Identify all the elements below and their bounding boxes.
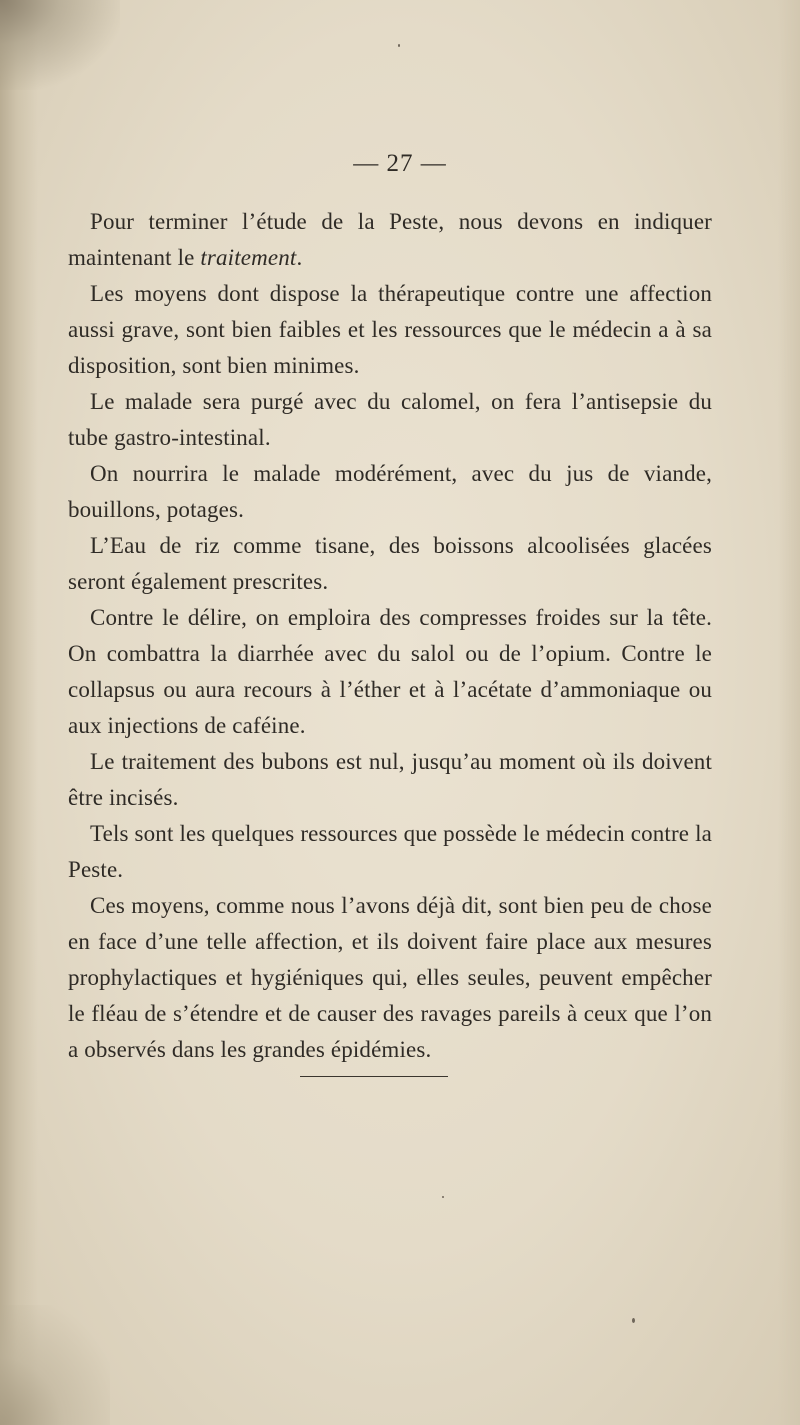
page-number: — 27 — [353,150,447,177]
paragraph-bubons: Le traitement des bubons est nul, jusqu’au moment où ils doivent être incisés. [68,749,712,810]
page-corner-stain-bottom [0,1305,110,1425]
body-text [68,204,712,1068]
page-left-shadow [0,0,38,1425]
end-rule [300,1076,448,1077]
page-corner-stain-top [0,0,120,90]
paragraph-delire: Contre le délire, on emploira des compresses froides sur la tête. On combattra la diarrhée avec du salol ou de l’opium. Contre le collapsus ou aura recours à l’éther et à l’acétate d’ammoniaque ou aux injections de caféine. [68,605,712,738]
paragraph-purge: Le malade sera purgé avec du calomel, on fera l’antisepsie du tube gastro-intestinal. [68,389,712,450]
page-right-shadow [778,0,800,1425]
paragraph-nourriture: On nourrira le malade modérément, avec du jus de viande, bouillons, potages. [68,461,712,522]
paragraph-intro-text: Pour terminer l’étude de la Peste, nous devons en indiquer maintenant le [68,209,712,270]
paragraph-intro [68,204,712,276]
paragraph-boissons: L’Eau de riz comme tisane, des boissons alcoolisées glacées seront également prescrites. [68,533,712,594]
ink-speck [632,1318,635,1323]
paragraph-moyens: Les moyens dont dispose la thérapeutique contre une affection aussi grave, sont bien faibles et les ressources que le médecin a à sa disposition, sont bien minimes. [68,281,712,378]
paragraph-intro-end: . [296,245,303,270]
ink-speck [398,44,400,47]
paragraph-conclusion: Ces moyens, comme nous l’avons déjà dit, sont bien peu de chose en face d’une telle affection, et ils doivent faire place aux mesures prophylactiques et hygiéniques qui, elles seules, peuvent empêcher le fléau de s’étendre et de causer des ravages pareils à ceux que l’on a observés dans les grandes épidémies. [68,893,712,1062]
paragraph-ressources: Tels sont les quelques ressources que possède le médecin contre la Peste. [68,821,712,882]
emphasis-traitement: traitement [200,245,297,270]
ink-speck [442,1196,444,1198]
